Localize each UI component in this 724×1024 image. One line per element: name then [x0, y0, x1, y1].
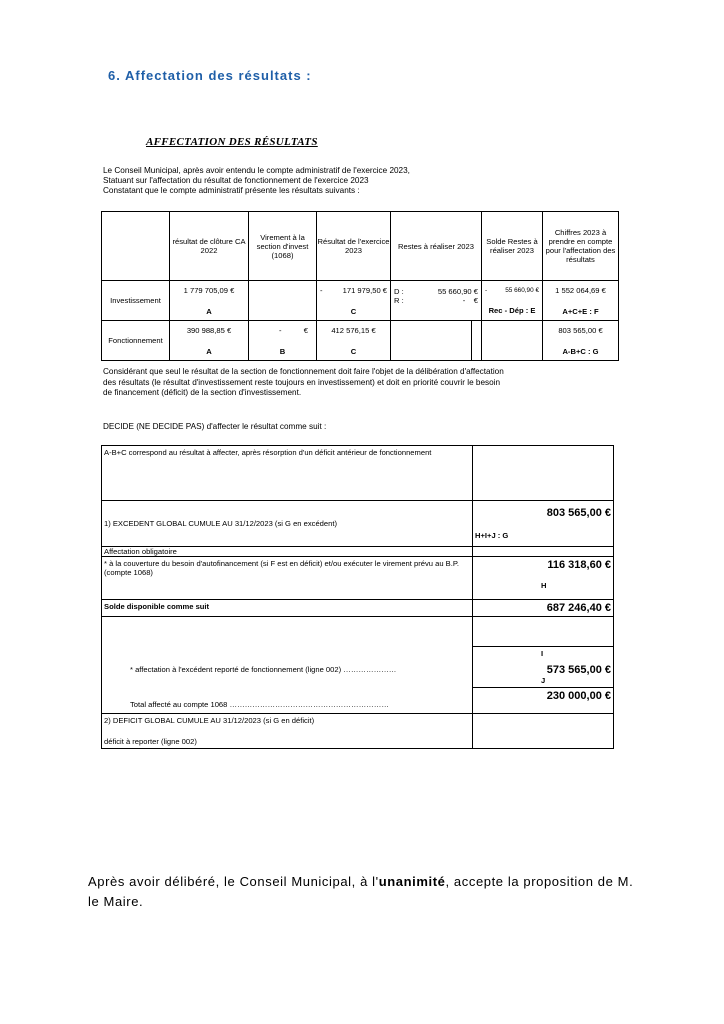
- report-label: * affectation à l'excédent reporté de fonctionnement (ligne 002) …………………: [130, 665, 397, 674]
- intro-line: Constatant que le compte administratif présente les résultats suivants :: [103, 186, 360, 195]
- header-cell: Restes à réaliser 2023: [391, 212, 482, 281]
- tag: A: [206, 346, 212, 356]
- table-row-fonctionnement: [102, 321, 619, 361]
- empty-cell: [473, 446, 614, 501]
- empty-cell: [473, 714, 614, 749]
- tag: J: [541, 676, 546, 685]
- solde-value: 687 246,40 €: [546, 602, 611, 614]
- excedent-value: 803 565,00 €: [546, 507, 611, 519]
- header-cell: Chiffres 2023 à prendre en compte pour l'affectation des résultats: [543, 212, 619, 281]
- tag: H+I+J : G: [475, 531, 509, 540]
- tag: A-B+C : G: [562, 346, 599, 356]
- scan-title: AFFECTATION DES RÉSULTATS: [146, 136, 318, 148]
- considerant-line: Considérant que seul le résultat de la section de fonctionnement doit faire l'objet de la délibération d'affectation: [103, 367, 504, 376]
- deficit-label: 2) DEFICIT GLOBAL CUMULE AU 31/12/2023 (si G en déficit): [104, 716, 315, 725]
- cell-restes: [391, 281, 482, 321]
- header-cell: Virement à la section d'invest (1068): [249, 212, 317, 281]
- empty-cell: [473, 547, 614, 557]
- couverture-cell: [473, 557, 614, 600]
- cell-resultat: [317, 281, 391, 321]
- tag: H: [541, 581, 547, 590]
- label: D :: [394, 286, 404, 296]
- excedent-label: 1) EXCEDENT GLOBAL CUMULE AU 31/12/2023 (si G en excédent): [102, 501, 473, 547]
- value: 803 565,00 €: [558, 325, 603, 335]
- value: 412 576,15 €: [331, 325, 376, 335]
- value: 390 988,85 €: [186, 325, 232, 335]
- value: 55 660,90 €: [505, 286, 539, 294]
- value: €: [303, 325, 308, 335]
- intro-text: [103, 166, 503, 196]
- cell-chiffres: [543, 281, 619, 321]
- tag: Rec - Dép : E: [488, 305, 536, 315]
- label: R :: [394, 295, 404, 305]
- sign: -: [279, 325, 282, 335]
- affectation-table: [101, 445, 614, 749]
- cell-cloture: [170, 321, 249, 361]
- results-table: [101, 211, 619, 361]
- cell-solde: [482, 321, 543, 361]
- value: 171 979,50 €: [342, 285, 387, 295]
- tag: A+C+E : F: [562, 306, 599, 316]
- footer-bold: unanimité: [378, 874, 446, 889]
- value: 1 552 064,69 €: [555, 285, 606, 295]
- intro-line: Statuant sur l'affectation du résultat de fonctionnement de l'exercice 2023: [103, 176, 369, 185]
- excedent-cell: [473, 501, 614, 547]
- cell-virement: [249, 321, 317, 361]
- tag: C: [350, 346, 357, 356]
- cell-solde: [482, 281, 543, 321]
- abc-cell: A-B+C correspond au résultat à affecter, après résorption d'un déficit antérieur de fonctionnement: [102, 446, 473, 501]
- couverture-label: * à la couverture du besoin d'autofinancement (si F est en déficit) et/ou exécuter le virement prévu au B.P. (compte 1068): [102, 557, 473, 600]
- value: €: [473, 295, 478, 305]
- cell-restes-a: [391, 321, 472, 361]
- affect-oblig: Affectation obligatoire: [102, 547, 473, 557]
- solde-cell: [473, 600, 614, 617]
- total-cell: [473, 688, 614, 714]
- footer-part: , accepte la proposition de M. le Maire.: [88, 874, 634, 909]
- header-cell: Résultat de l'exercice 2023: [317, 212, 391, 281]
- table-row-investissement: [102, 281, 619, 321]
- cell-chiffres: [543, 321, 619, 361]
- footer-part: Après avoir délibéré, le Conseil Municipal, à l': [88, 874, 379, 889]
- header-cell-empty: [102, 212, 170, 281]
- row-label: Fonctionnement: [102, 321, 170, 361]
- cell-virement: [249, 281, 317, 321]
- footer-text: [88, 872, 648, 912]
- couverture-value: 116 318,60 €: [547, 559, 611, 571]
- tag: I: [541, 649, 544, 658]
- sign: -: [485, 286, 488, 294]
- tag: A: [206, 306, 212, 316]
- considerant-line: de financement (déficit) de la section d'investissement.: [103, 388, 302, 397]
- section-heading: 6. Affectation des résultats :: [108, 68, 312, 83]
- considerant-text: [103, 367, 563, 399]
- row-label: Investissement: [102, 281, 170, 321]
- sign: -: [320, 285, 323, 295]
- considerant-line: des résultats (le résultat d'investissement reste toujours en investissement) et doit en priorité couvrir le besoin: [103, 377, 501, 387]
- report-value: 573 565,00 €: [546, 664, 611, 676]
- intro-line: Le Conseil Municipal, après avoir entendu le compte administratif de l'exercice 2023,: [103, 166, 410, 175]
- total-value: 230 000,00 €: [546, 690, 611, 702]
- cell-restes-b: [472, 321, 482, 361]
- tag: B: [279, 346, 286, 356]
- decide-text: DECIDE (NE DECIDE PAS) d'affecter le résultat comme suit :: [103, 422, 327, 431]
- header-cell: Solde Restes à réaliser 2023: [482, 212, 543, 281]
- empty-cell: [473, 617, 614, 647]
- tag: C: [350, 306, 357, 316]
- solde-label: Solde disponible comme suit: [102, 600, 473, 617]
- sign: -: [462, 295, 466, 305]
- value: 55 660,90 €: [437, 286, 478, 296]
- report-cell: [102, 617, 473, 714]
- report-value-cell: [473, 647, 614, 688]
- value: 1 779 705,09 €: [183, 285, 235, 295]
- deficit-cell: [102, 714, 473, 749]
- total-label: Total affecté au compte 1068 ………………………………………………………: [130, 700, 389, 709]
- cell-cloture: [170, 281, 249, 321]
- deficit-report: déficit à reporter (ligne 002): [104, 737, 197, 746]
- header-cell: résultat de clôture CA 2022: [170, 212, 249, 281]
- cell-resultat: [317, 321, 391, 361]
